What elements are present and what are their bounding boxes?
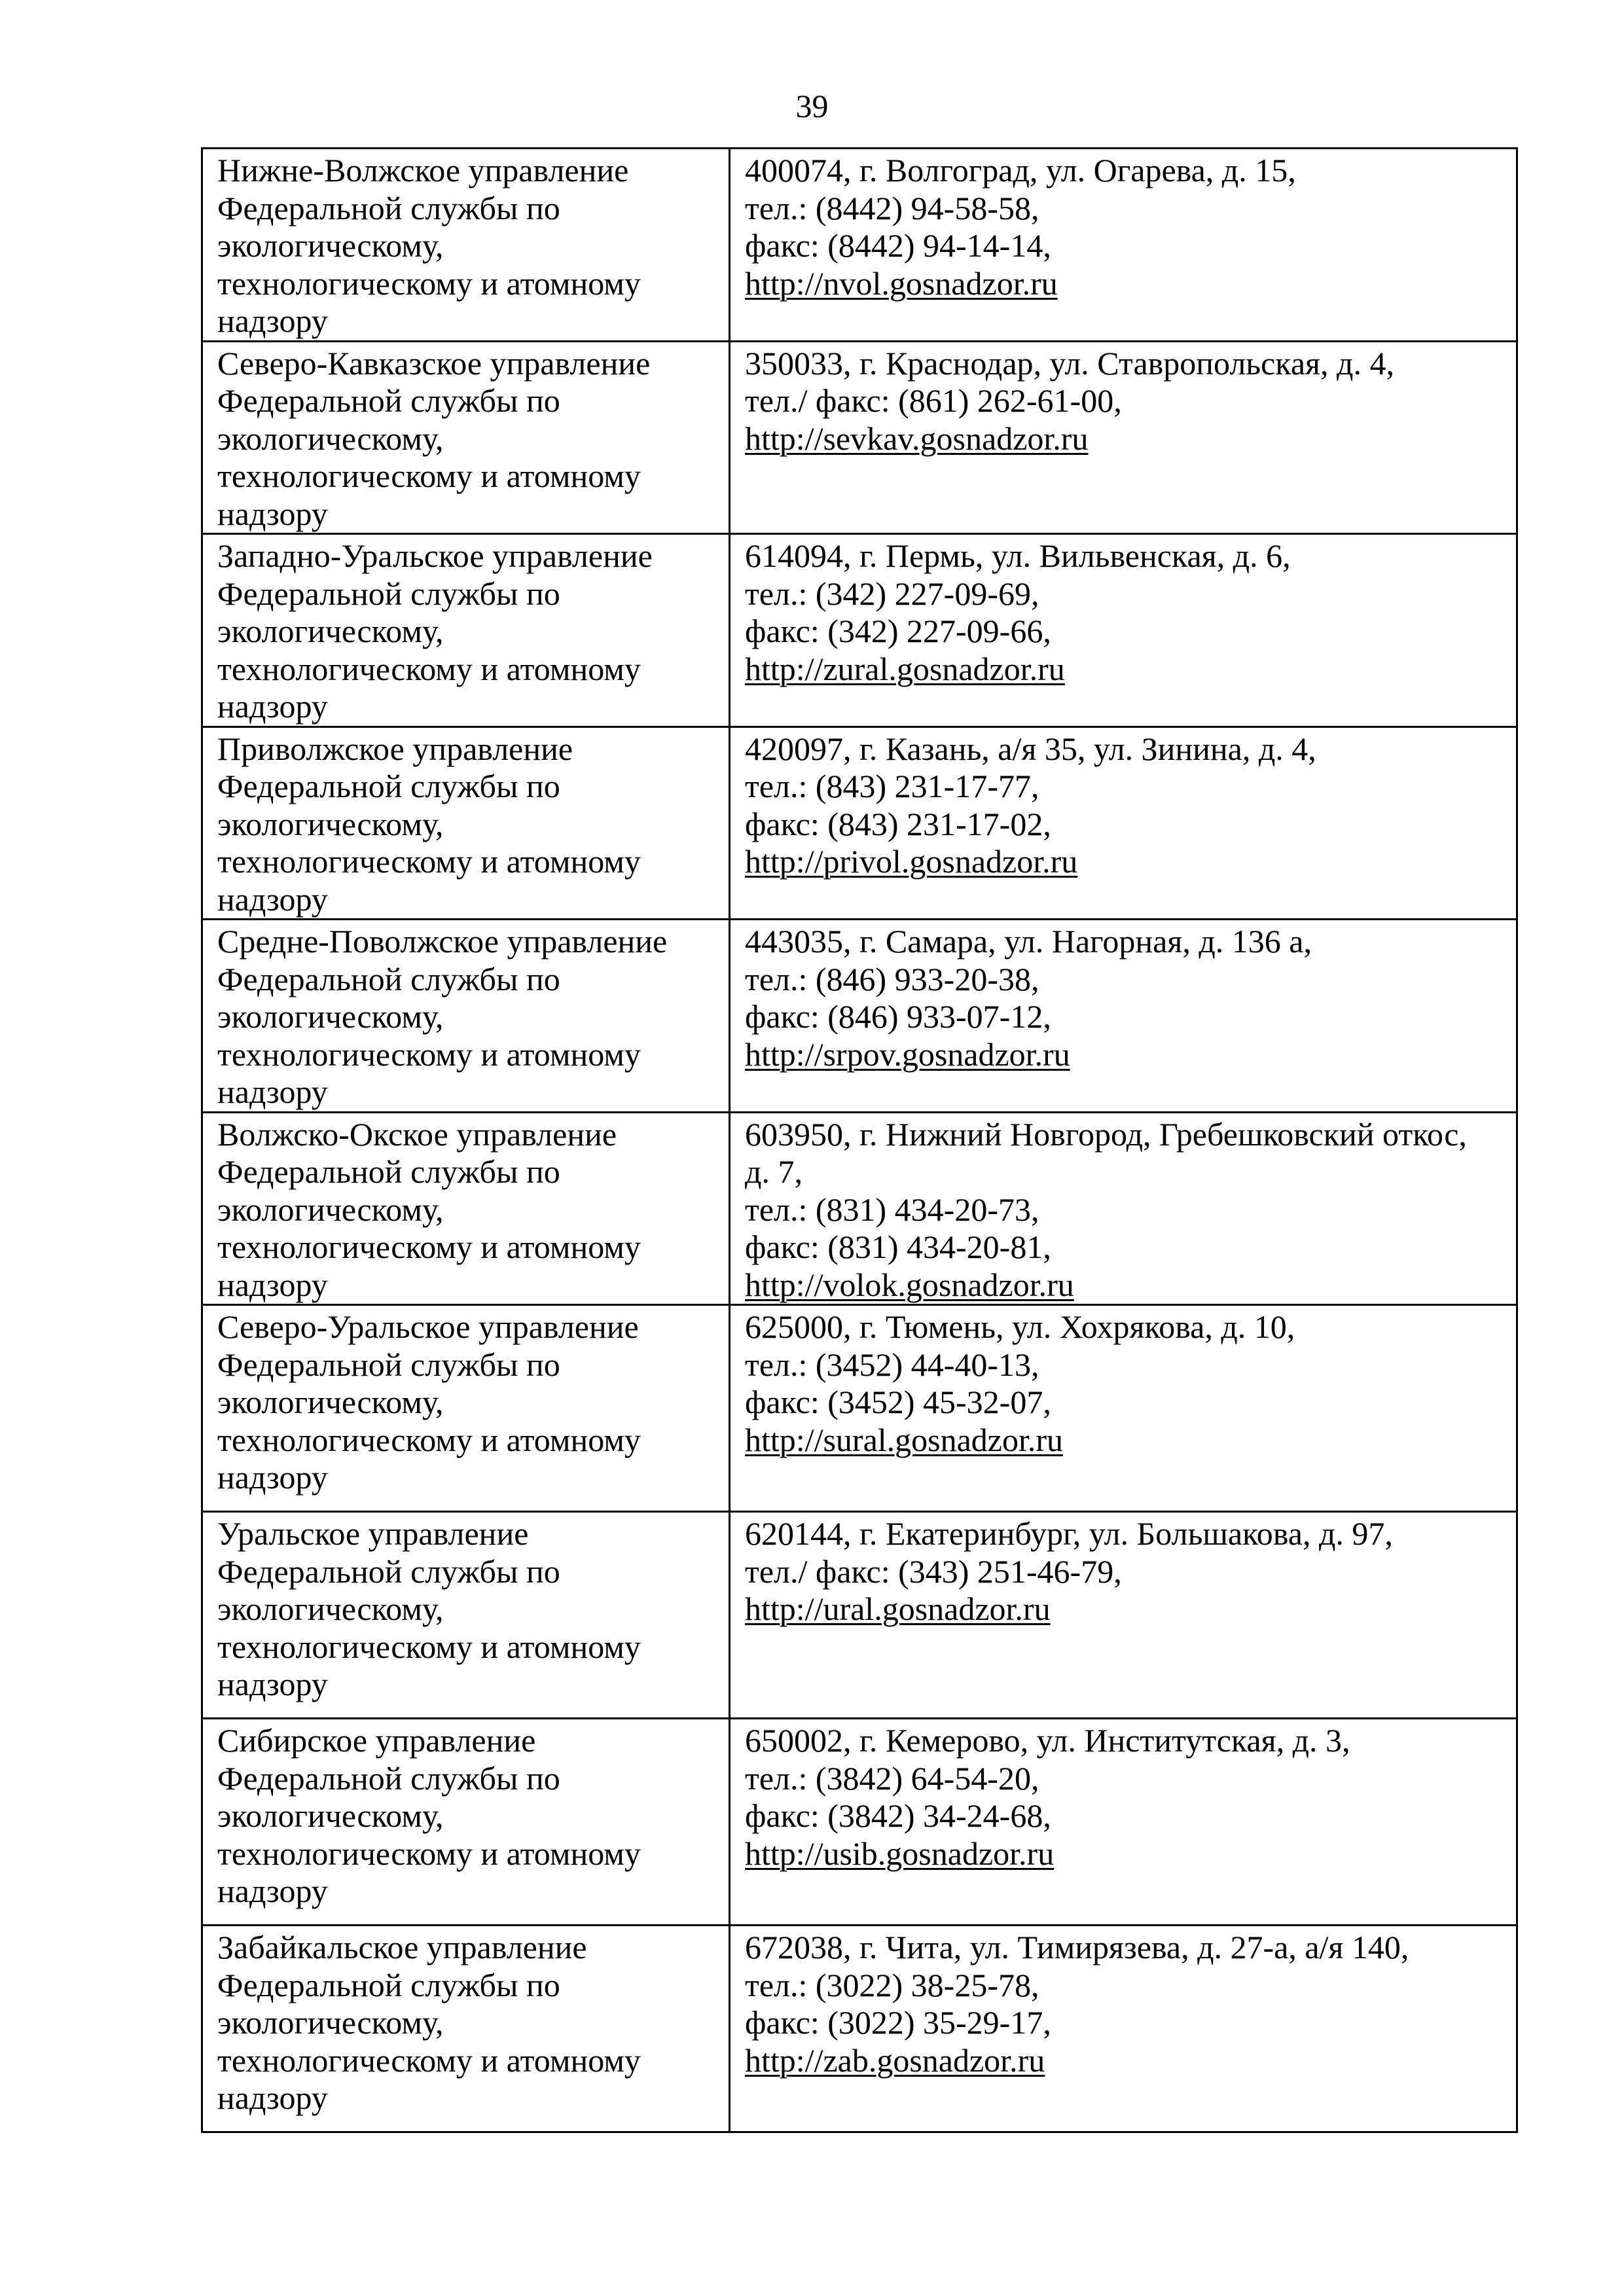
- address-line: 400074, г. Волгоград, ул. Огарева, д. 15,: [745, 152, 1296, 188]
- contact-cell: [730, 534, 1517, 727]
- contact-cell: [730, 341, 1517, 534]
- website-link[interactable]: http://srpov.gosnadzor.ru: [745, 1035, 1070, 1073]
- contact-cell: [730, 149, 1517, 342]
- org-name-line: Приволжское управление: [217, 730, 573, 767]
- phone-line: тел.: (843) 231-17-77,: [745, 768, 1039, 804]
- table-row: [202, 920, 1517, 1113]
- org-name-line: Федеральной службы по: [217, 768, 560, 804]
- org-cell: [202, 149, 730, 342]
- org-name-line: Федеральной службы по: [217, 1759, 560, 1797]
- phone-line: тел.: (3022) 38-25-78,: [745, 1966, 1039, 2003]
- fax-line: факс: (342) 227-09-66,: [745, 613, 1051, 649]
- org-name-line: Федеральной службы по: [217, 382, 560, 419]
- table-row: [202, 341, 1517, 534]
- address-line: 603950, г. Нижний Новгород, Гребешковский откос,: [745, 1115, 1467, 1153]
- org-cell: [202, 726, 730, 920]
- org-name-line: технологическому и атомному: [217, 1229, 641, 1265]
- contact-cell: [730, 1512, 1517, 1719]
- phone-line: тел.: (3842) 64-54-20,: [745, 1759, 1039, 1797]
- address-line: 650002, г. Кемерово, ул. Институтская, д. 3,: [745, 1722, 1350, 1759]
- org-name-line: надзору: [217, 1873, 328, 1909]
- contact-cell: [730, 726, 1517, 920]
- address-line: д. 7,: [745, 1153, 803, 1190]
- org-name-line: надзору: [217, 495, 328, 532]
- org-cell: [202, 1512, 730, 1719]
- org-name-line: Федеральной службы по: [217, 1346, 560, 1383]
- contacts-table: [201, 147, 1518, 2133]
- org-name-line: технологическому и атомному: [217, 650, 641, 687]
- org-name-line: Средне-Поволжское управление: [217, 923, 668, 960]
- org-cell: [202, 534, 730, 727]
- website-link[interactable]: http://privol.gosnadzor.ru: [745, 843, 1078, 880]
- org-name-line: экологическому,: [217, 613, 444, 649]
- org-cell: [202, 920, 730, 1113]
- org-name-line: Федеральной службы по: [217, 1153, 560, 1190]
- table-row: [202, 726, 1517, 920]
- contacts-table-body: [202, 149, 1517, 2132]
- org-name-line: надзору: [217, 1073, 328, 1110]
- org-name-line: технологическому и атомному: [217, 1835, 641, 1872]
- phone-fax-line: тел./ факс: (861) 262-61-00,: [745, 382, 1122, 419]
- org-name-line: Северо-Уральское управление: [217, 1308, 639, 1345]
- fax-line: факс: (846) 933-07-12,: [745, 998, 1051, 1035]
- org-name-line: экологическому,: [217, 998, 444, 1035]
- org-name-line: технологическому и атомному: [217, 843, 641, 880]
- website-link[interactable]: http://zural.gosnadzor.ru: [745, 650, 1065, 687]
- org-name-line: надзору: [217, 1459, 328, 1496]
- phone-line: тел.: (831) 434-20-73,: [745, 1191, 1039, 1228]
- table-row: [202, 1926, 1517, 2132]
- org-name-line: надзору: [217, 1266, 328, 1303]
- table-row: [202, 1112, 1517, 1305]
- org-name-line: надзору: [217, 1666, 328, 1702]
- org-name-line: Федеральной службы по: [217, 1552, 560, 1590]
- org-name-line: Уральское управление: [217, 1515, 529, 1552]
- org-name-line: Федеральной службы по: [217, 1966, 560, 2003]
- org-cell: [202, 341, 730, 534]
- org-name-line: экологическому,: [217, 1590, 444, 1627]
- org-name-line: Федеральной службы по: [217, 189, 560, 226]
- website-link[interactable]: http://sevkav.gosnadzor.ru: [745, 420, 1089, 457]
- org-name-line: экологическому,: [217, 805, 444, 842]
- org-name-line: надзору: [217, 302, 328, 339]
- org-cell: [202, 1926, 730, 2132]
- fax-line: факс: (3022) 35-29-17,: [745, 2004, 1051, 2041]
- table-row: [202, 534, 1517, 727]
- org-name-line: технологическому и атомному: [217, 1035, 641, 1073]
- contact-cell: [730, 1926, 1517, 2132]
- org-name-line: Нижне-Волжское управление: [217, 152, 629, 188]
- fax-line: факс: (3452) 45-32-07,: [745, 1384, 1051, 1420]
- org-cell: [202, 1112, 730, 1305]
- org-name-line: экологическому,: [217, 1384, 444, 1420]
- fax-line: факс: (8442) 94-14-14,: [745, 227, 1051, 264]
- org-name-line: экологическому,: [217, 420, 444, 457]
- org-name-line: Северо-Кавказское управление: [217, 344, 651, 382]
- table-row: [202, 1305, 1517, 1512]
- phone-line: тел.: (8442) 94-58-58,: [745, 189, 1039, 226]
- address-line: 672038, г. Чита, ул. Тимирязева, д. 27-а, а/я 140,: [745, 1929, 1409, 1965]
- org-name-line: Забайкальское управление: [217, 1929, 587, 1965]
- website-link[interactable]: http://sural.gosnadzor.ru: [745, 1421, 1064, 1458]
- fax-line: факс: (843) 231-17-02,: [745, 805, 1051, 842]
- fax-line: факс: (831) 434-20-81,: [745, 1229, 1051, 1265]
- org-name-line: технологическому и атомному: [217, 457, 641, 494]
- table-row: [202, 149, 1517, 342]
- org-name-line: надзору: [217, 2079, 328, 2116]
- org-name-line: Сибирское управление: [217, 1722, 536, 1759]
- contact-cell: [730, 1112, 1517, 1305]
- org-name-line: технологическому и атомному: [217, 1421, 641, 1458]
- org-cell: [202, 1305, 730, 1512]
- org-name-line: технологическому и атомному: [217, 1628, 641, 1665]
- contact-cell: [730, 1719, 1517, 1926]
- contact-cell: [730, 920, 1517, 1113]
- page-number: 39: [795, 88, 829, 124]
- org-name-line: экологическому,: [217, 1797, 444, 1834]
- fax-line: факс: (3842) 34-24-68,: [745, 1797, 1051, 1834]
- website-link[interactable]: http://usib.gosnadzor.ru: [745, 1835, 1055, 1872]
- website-link[interactable]: http://zab.gosnadzor.ru: [745, 2041, 1045, 2079]
- org-name-line: экологическому,: [217, 1191, 444, 1228]
- org-name-line: надзору: [217, 880, 328, 918]
- org-name-line: экологическому,: [217, 227, 444, 264]
- org-cell: [202, 1719, 730, 1926]
- org-name-line: Волжско-Окское управление: [217, 1115, 617, 1153]
- address-line: 350033, г. Краснодар, ул. Ставропольская, д. 4,: [745, 344, 1394, 382]
- address-line: 625000, г. Тюмень, ул. Хохрякова, д. 10,: [745, 1308, 1295, 1345]
- org-name-line: Федеральной службы по: [217, 575, 560, 612]
- phone-fax-line: тел./ факс: (343) 251-46-79,: [745, 1552, 1122, 1590]
- phone-line: тел.: (3452) 44-40-13,: [745, 1346, 1039, 1383]
- org-name-line: надзору: [217, 688, 328, 725]
- phone-line: тел.: (846) 933-20-38,: [745, 960, 1039, 997]
- address-line: 420097, г. Казань, а/я 35, ул. Зинина, д. 4,: [745, 730, 1316, 767]
- website-link[interactable]: http://volok.gosnadzor.ru: [745, 1266, 1074, 1303]
- org-name-line: Федеральной службы по: [217, 960, 560, 997]
- org-name-line: технологическому и атомному: [217, 2041, 641, 2079]
- website-link[interactable]: http://ural.gosnadzor.ru: [745, 1590, 1051, 1627]
- address-line: 620144, г. Екатеринбург, ул. Большакова, д. 97,: [745, 1515, 1393, 1552]
- org-name-line: Западно-Уральское управление: [217, 537, 653, 574]
- org-name-line: технологическому и атомному: [217, 264, 641, 302]
- address-line: 614094, г. Пермь, ул. Вильвенская, д. 6,: [745, 537, 1291, 574]
- contact-cell: [730, 1305, 1517, 1512]
- org-name-line: экологическому,: [217, 2004, 444, 2041]
- address-line: 443035, г. Самара, ул. Нагорная, д. 136 а,: [745, 923, 1312, 960]
- phone-line: тел.: (342) 227-09-69,: [745, 575, 1039, 612]
- website-link[interactable]: http://nvol.gosnadzor.ru: [745, 264, 1058, 302]
- table-row: [202, 1719, 1517, 1926]
- table-row: [202, 1512, 1517, 1719]
